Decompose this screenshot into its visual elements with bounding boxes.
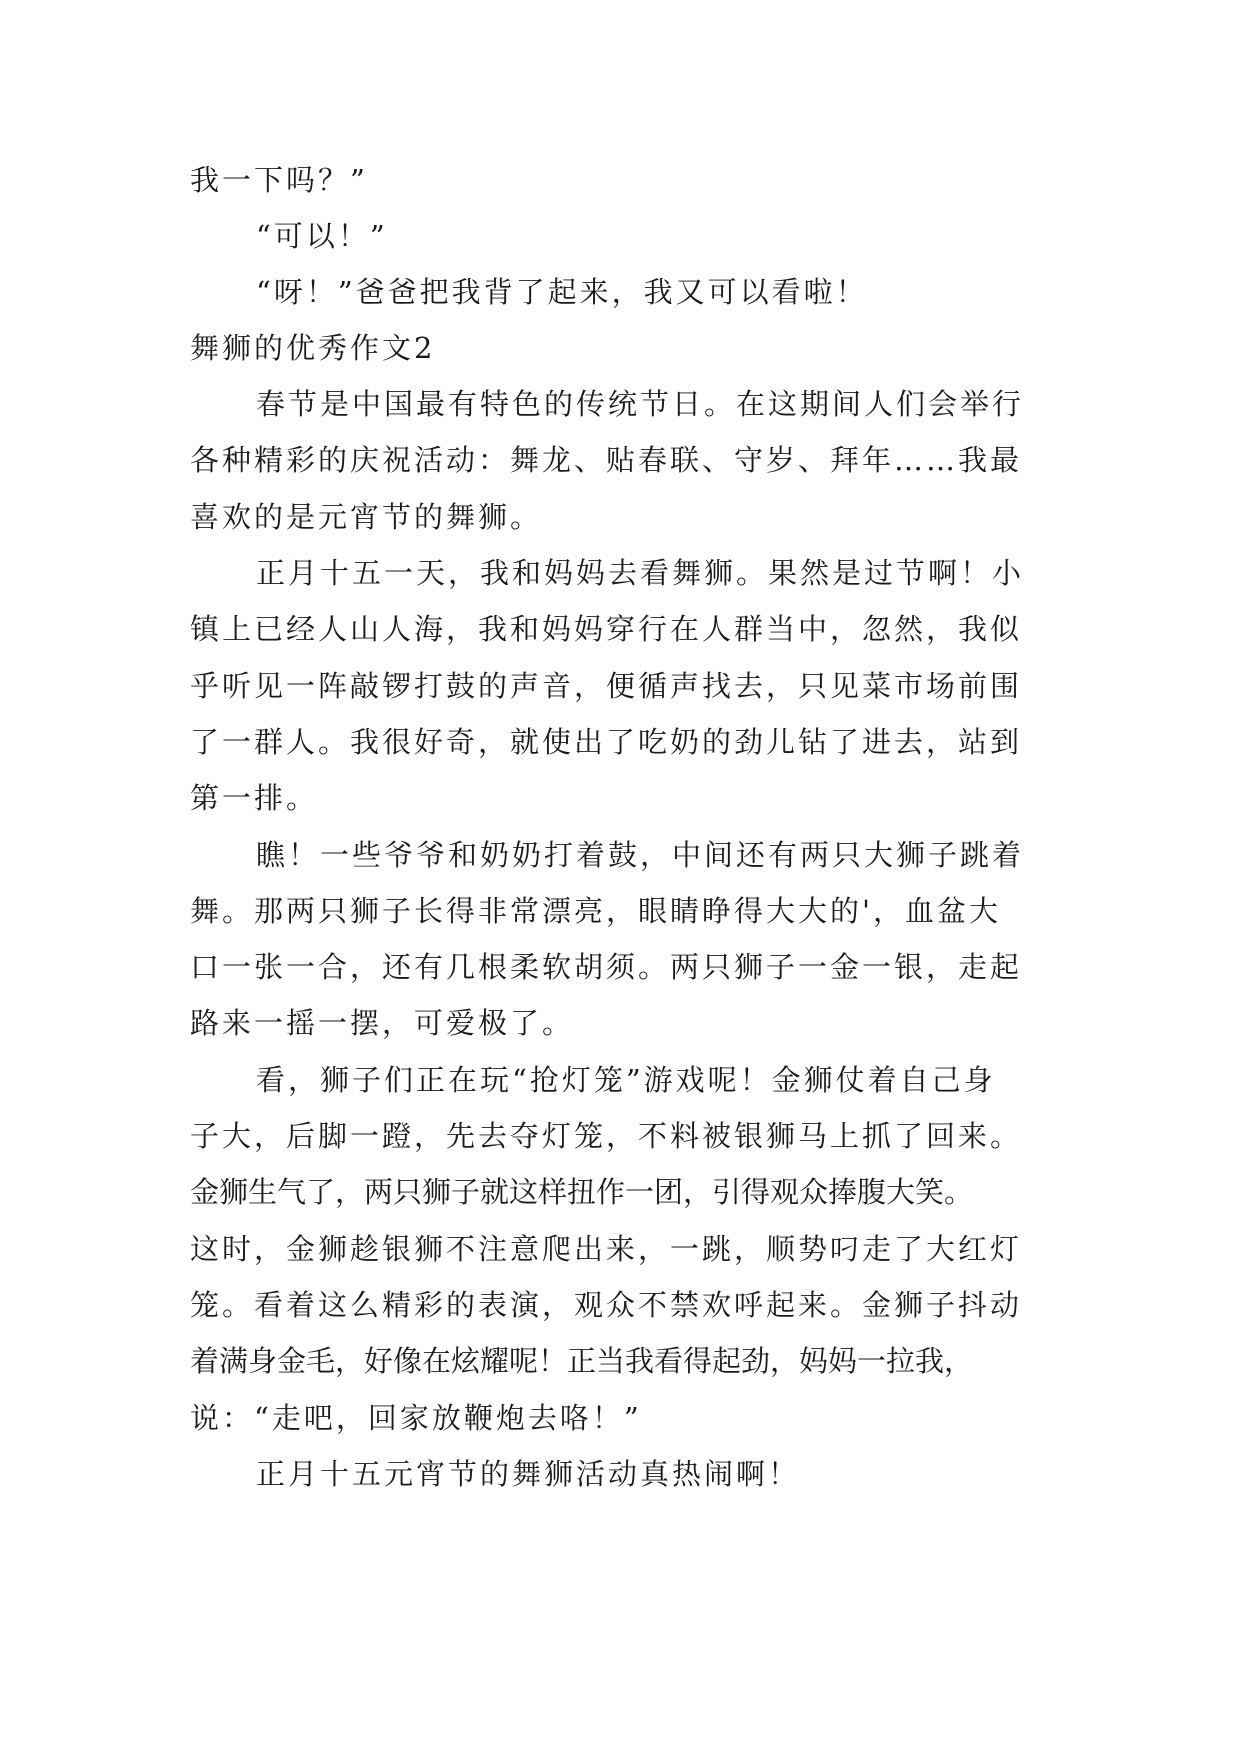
text-line: 说：“走吧，回家放鞭炮去咯！”	[190, 1401, 642, 1435]
text-line: 正月十五一天，我和妈妈去看舞狮。果然是过节啊！小	[256, 556, 1025, 590]
text-line: 看，狮子们正在玩“抢灯笼”游戏呢！金狮仗着自己身	[256, 1063, 996, 1097]
text-line: 瞧！一些爷爷和奶奶打着鼓，中间还有两只大狮子跳着	[256, 838, 1025, 872]
text-line: 舞。那两只狮子长得非常漂亮，眼睛睁得大大的'，血盆大	[190, 894, 1001, 928]
text-line: 笼。看着这么精彩的表演，观众不禁欢呼起来。金狮子抖动	[190, 1288, 1023, 1322]
text-line: “呀！”爸爸把我背了起来，我又可以看啦！	[256, 275, 868, 309]
text-line: 镇上已经人山人海，我和妈妈穿行在人群当中，忽然，我似	[190, 612, 1023, 646]
text-line: 着满身金毛，好像在炫耀呢！正当我看得起劲，妈妈一拉我，	[190, 1344, 974, 1378]
text-line: 这时，金狮趁银狮不注意爬出来，一跳，顺势叼走了大红灯	[190, 1232, 1023, 1266]
text-line: 第一排。	[190, 781, 319, 815]
text-line: 子大，后脚一蹬，先去夺灯笼，不料被银狮马上抓了回来。	[190, 1119, 1023, 1153]
text-line: 各种精彩的庆祝活动：舞龙、贴春联、守岁、拜年……我最	[190, 443, 1023, 477]
text-line: “可以！”	[256, 219, 388, 253]
text-line: 春节是中国最有特色的传统节日。在这期间人们会举行	[256, 387, 1025, 421]
text-line: 喜欢的是元宵节的舞狮。	[190, 500, 543, 534]
text-line: 乎听见一阵敲锣打鼓的声音，便循声找去，只见菜市场前围	[190, 669, 1023, 703]
text-line: 我一下吗？”	[190, 163, 368, 197]
text-line: 口一张一合，还有几根柔软胡须。两只狮子一金一银，走起	[190, 950, 1023, 984]
text-line: 路来一摇一摆，可爱极了。	[190, 1006, 575, 1040]
text-line: 了一群人。我很好奇，就使出了吃奶的劲儿钻了进去，站到	[190, 725, 1023, 759]
section-title: 舞狮的优秀作文2	[190, 331, 436, 365]
text-line: 金狮生气了，两只狮子就这样扭作一团，引得观众捧腹大笑。	[190, 1175, 974, 1209]
text-line: 正月十五元宵节的舞狮活动真热闹啊！	[256, 1457, 801, 1491]
